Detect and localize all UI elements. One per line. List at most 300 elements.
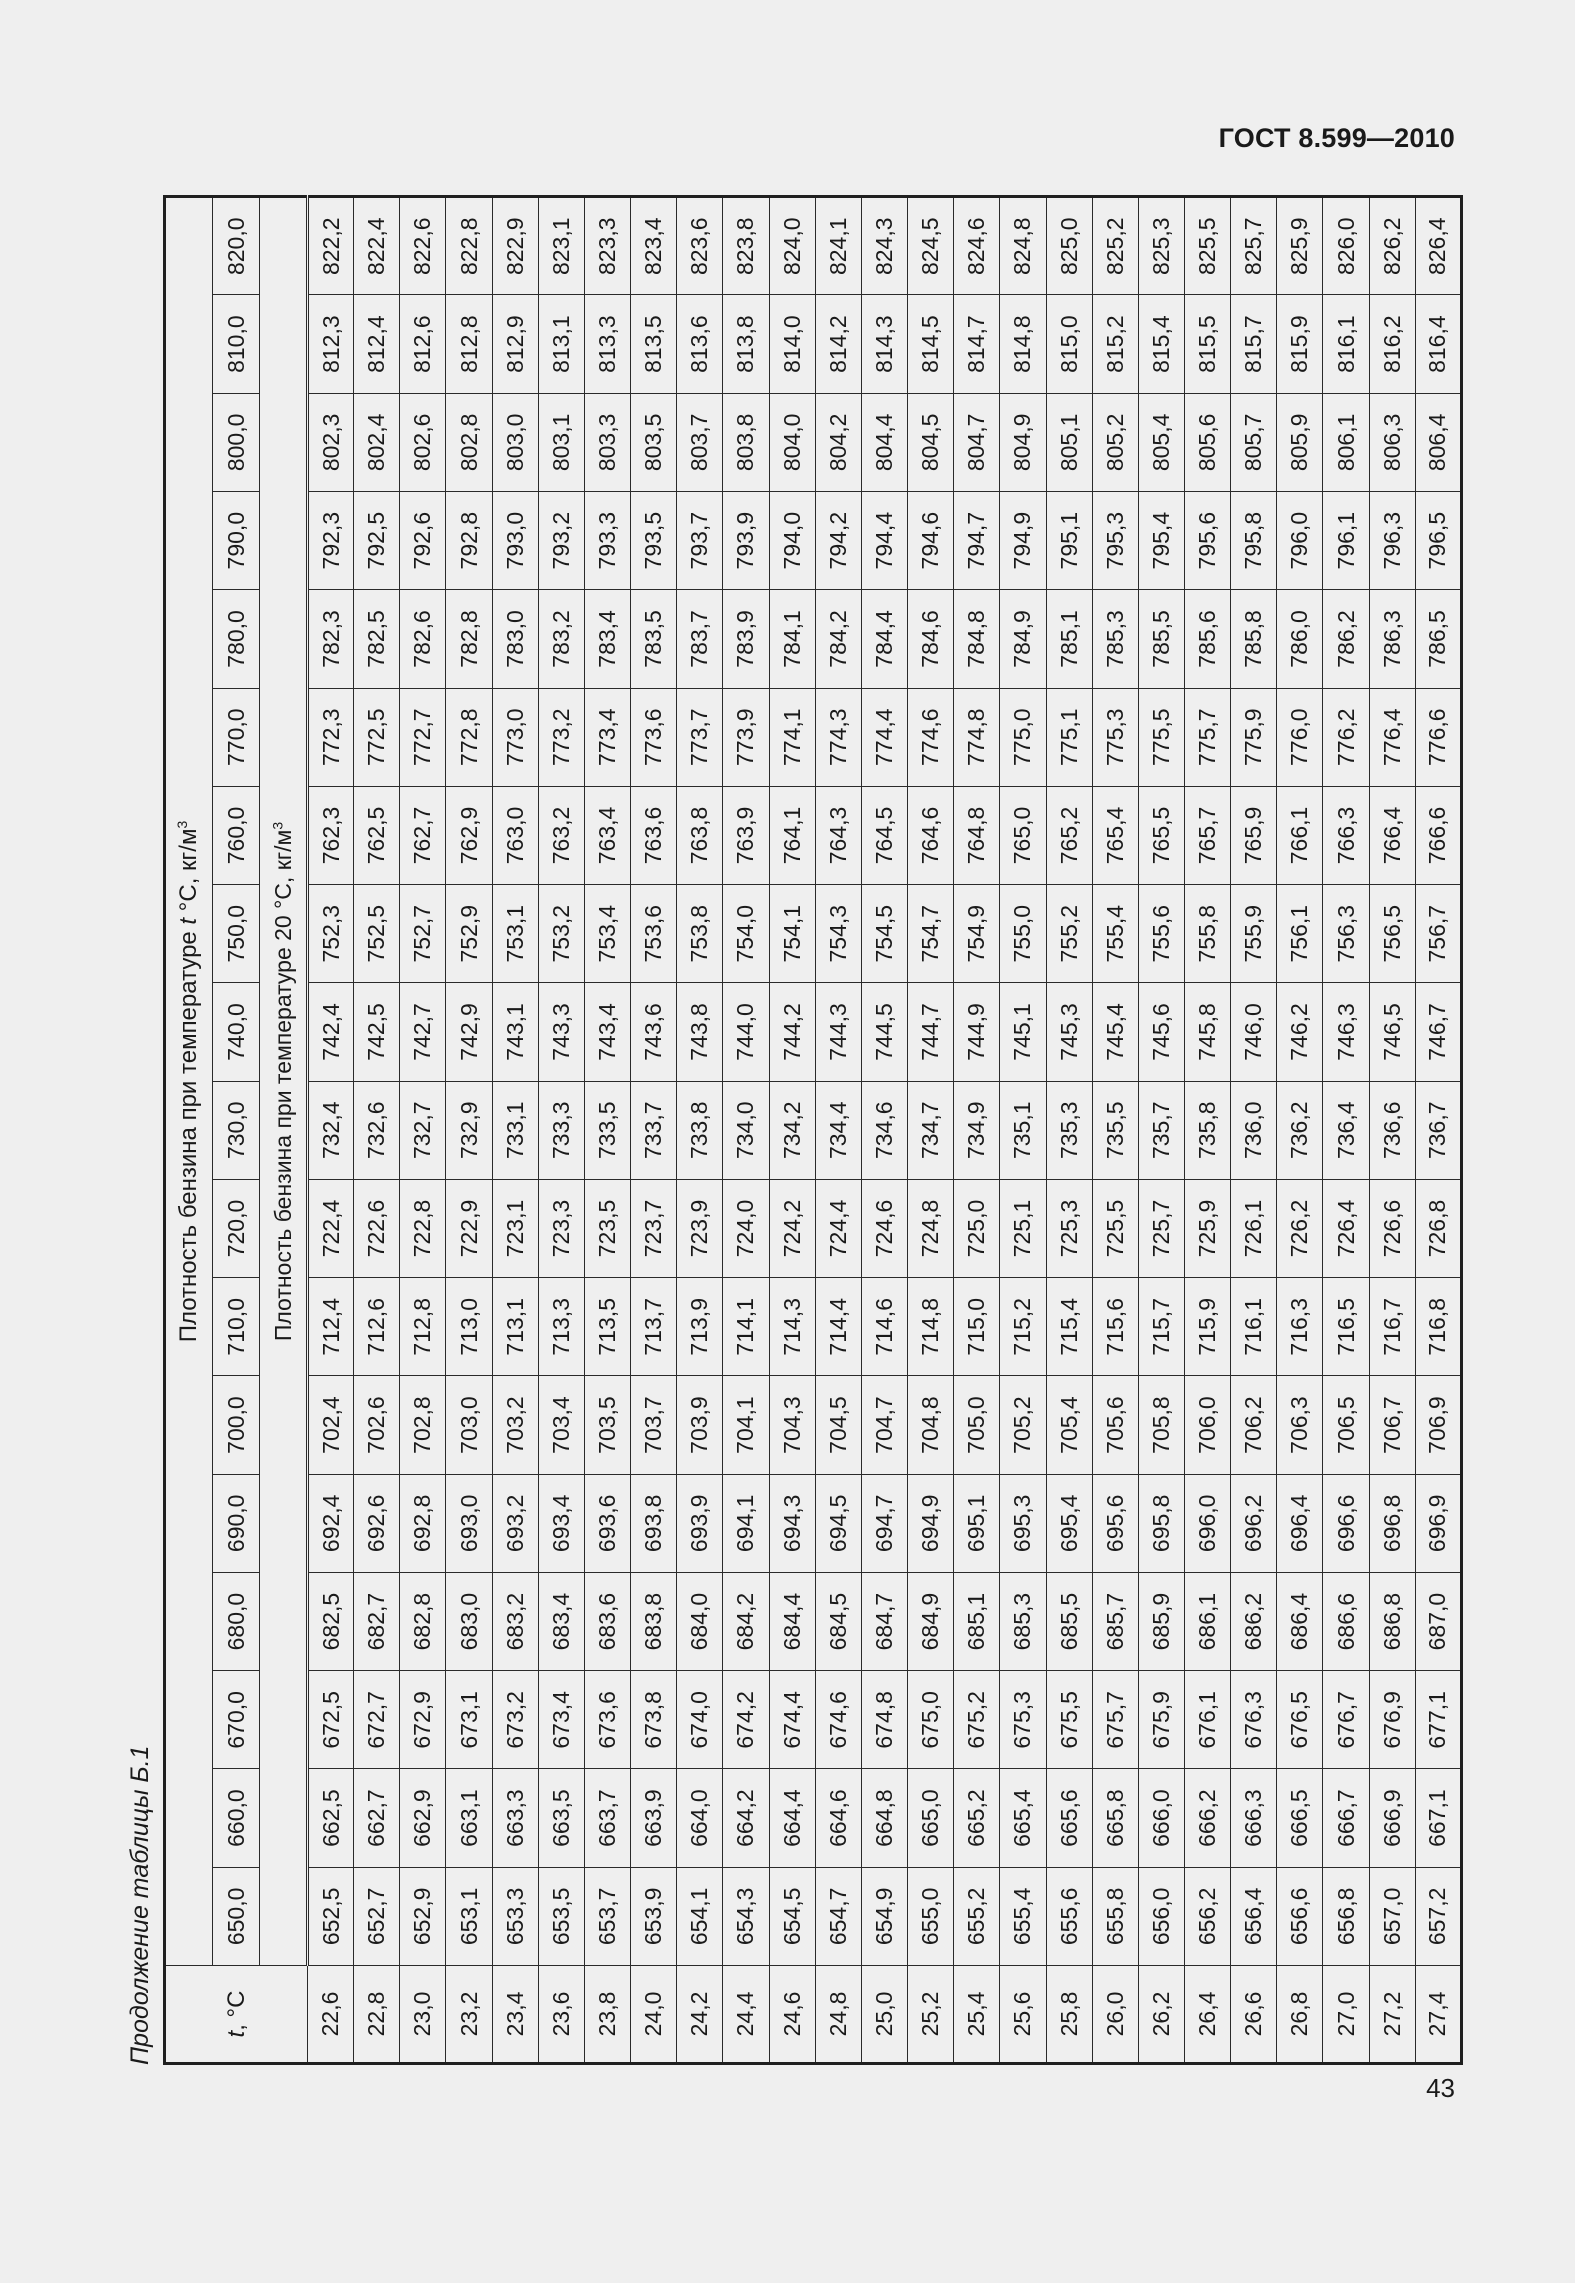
density-cell: 814,0 [769,295,815,393]
density-cell: 784,2 [815,590,861,688]
density-cell: 822,2 [308,197,354,295]
density-cell: 695,4 [1046,1474,1092,1572]
density-cell: 796,3 [1369,492,1415,590]
density-cell: 733,8 [677,1081,723,1179]
density-cell: 772,5 [354,688,400,786]
density-cell: 695,3 [1000,1474,1046,1572]
density-cell: 704,8 [908,1376,954,1474]
density-cell: 825,3 [1138,197,1184,295]
density-cell: 732,7 [400,1081,446,1179]
table-body [308,197,1462,2064]
temperature-cell: 23,4 [492,1966,538,2064]
density-cell: 657,2 [1415,1867,1461,1965]
density-cell: 686,8 [1369,1572,1415,1670]
density-cell: 724,4 [815,1179,861,1277]
density-cell: 763,8 [677,786,723,884]
table-row [400,197,446,2064]
density-cell: 775,5 [1138,688,1184,786]
density-cell: 814,2 [815,295,861,393]
density-cell: 725,0 [954,1179,1000,1277]
density-cell: 676,7 [1323,1671,1369,1769]
density-cell: 663,5 [538,1769,584,1867]
density-cell: 753,8 [677,885,723,983]
density-cell: 812,9 [492,295,538,393]
density-cell: 662,9 [400,1769,446,1867]
density-cell: 754,1 [769,885,815,983]
density-cell: 795,1 [1046,492,1092,590]
density-cell: 803,8 [723,393,769,491]
temperature-cell: 25,8 [1046,1966,1092,2064]
density-cell: 676,3 [1231,1671,1277,1769]
density-cell: 726,4 [1323,1179,1369,1277]
density-cell: 684,9 [908,1572,954,1670]
density-cell: 745,8 [1184,983,1230,1081]
density-cell: 825,0 [1046,197,1092,295]
density-cell: 823,8 [723,197,769,295]
density-cell: 804,0 [769,393,815,491]
density-cell: 703,4 [538,1376,584,1474]
density-cell: 752,7 [400,885,446,983]
table-row [861,197,907,2064]
density-cell: 782,8 [446,590,492,688]
density-cell: 723,7 [631,1179,677,1277]
density-cell: 815,2 [1092,295,1138,393]
density-cell: 675,5 [1046,1671,1092,1769]
density-cell: 704,7 [861,1376,907,1474]
density-cell: 655,8 [1092,1867,1138,1965]
density-cell: 805,6 [1184,393,1230,491]
density-cell: 714,3 [769,1278,815,1376]
density-cell: 746,5 [1369,983,1415,1081]
density-cell: 805,1 [1046,393,1092,491]
density-cell: 755,0 [1000,885,1046,983]
density-cell: 712,4 [308,1278,354,1376]
density-cell: 756,3 [1323,885,1369,983]
density-cell: 734,9 [954,1081,1000,1179]
density-cell: 752,3 [308,885,354,983]
density-cell: 786,0 [1277,590,1323,688]
density-cell: 732,9 [446,1081,492,1179]
density-cell: 664,0 [677,1769,723,1867]
density-cell: 715,0 [954,1278,1000,1376]
density-cell: 724,0 [723,1179,769,1277]
density-cell: 726,6 [1369,1179,1415,1277]
density-cell: 703,0 [446,1376,492,1474]
temperature-cell: 24,2 [677,1966,723,2064]
density-cell: 685,7 [1092,1572,1138,1670]
density-cell: 752,5 [354,885,400,983]
density-column-header: 810,0 [213,295,260,393]
density-cell: 725,5 [1092,1179,1138,1277]
density-cell: 736,4 [1323,1081,1369,1179]
density-cell: 755,9 [1231,885,1277,983]
density-table [163,195,1463,2065]
density-cell: 823,4 [631,197,677,295]
density-cell: 673,2 [492,1671,538,1769]
density-cell: 673,8 [631,1671,677,1769]
density-cell: 794,2 [815,492,861,590]
density-cell: 824,0 [769,197,815,295]
density-cell: 774,3 [815,688,861,786]
temperature-cell: 23,0 [400,1966,446,2064]
table-row [1415,197,1461,2064]
density-column-header: 650,0 [213,1867,260,1965]
density-cell: 805,7 [1231,393,1277,491]
density-cell: 785,6 [1184,590,1230,688]
density-cell: 735,5 [1092,1081,1138,1179]
temperature-cell: 24,0 [631,1966,677,2064]
density-cell: 654,1 [677,1867,723,1965]
density-cell: 655,2 [954,1867,1000,1965]
density-cell: 682,7 [354,1572,400,1670]
density-cell: 816,1 [1323,295,1369,393]
density-cell: 686,2 [1231,1572,1277,1670]
density-cell: 742,7 [400,983,446,1081]
density-cell: 736,6 [1369,1081,1415,1179]
density-cell: 773,6 [631,688,677,786]
density-cell: 745,3 [1046,983,1092,1081]
table-row [1231,197,1277,2064]
temperature-cell: 22,6 [308,1966,354,2064]
density-cell: 715,9 [1184,1278,1230,1376]
density-cell: 773,2 [538,688,584,786]
density-cell: 683,6 [584,1572,630,1670]
density-cell: 802,3 [308,393,354,491]
density-cell: 782,5 [354,590,400,688]
density-cell: 732,6 [354,1081,400,1179]
table-row [908,197,954,2064]
density-cell: 794,9 [1000,492,1046,590]
density-cell: 783,5 [631,590,677,688]
density-cell: 804,5 [908,393,954,491]
density-cell: 813,6 [677,295,723,393]
density-cell: 693,4 [538,1474,584,1572]
density-cell: 805,9 [1277,393,1323,491]
temperature-cell: 26,8 [1277,1966,1323,2064]
table-row [584,197,630,2064]
density-column-header: 700,0 [213,1376,260,1474]
density-cell: 664,2 [723,1769,769,1867]
density-cell: 755,4 [1092,885,1138,983]
density-cell: 696,8 [1369,1474,1415,1572]
density-cell: 783,4 [584,590,630,688]
density-cell: 723,5 [584,1179,630,1277]
density-cell: 693,0 [446,1474,492,1572]
density-cell: 825,5 [1184,197,1230,295]
density-cell: 754,5 [861,885,907,983]
density-cell: 735,1 [1000,1081,1046,1179]
density-cell: 735,8 [1184,1081,1230,1179]
table-row [1092,197,1138,2064]
density-cell: 722,6 [354,1179,400,1277]
density-cell: 784,8 [954,590,1000,688]
density-cell: 734,7 [908,1081,954,1179]
density-cell: 672,7 [354,1671,400,1769]
density-cell: 743,1 [492,983,538,1081]
density-cell: 823,3 [584,197,630,295]
density-cell: 772,7 [400,688,446,786]
density-column-header: 740,0 [213,983,260,1081]
density-cell: 664,4 [769,1769,815,1867]
density-cell: 765,5 [1138,786,1184,884]
density-cell: 822,9 [492,197,538,295]
density-cell: 673,6 [584,1671,630,1769]
density-cell: 734,4 [815,1081,861,1179]
density-cell: 734,2 [769,1081,815,1179]
density-cell: 815,5 [1184,295,1230,393]
temperature-column-header: t, °С [165,1966,308,2064]
density-cell: 763,2 [538,786,584,884]
density-cell: 822,6 [400,197,446,295]
density-cell: 786,2 [1323,590,1369,688]
density-column-header: 750,0 [213,885,260,983]
density-cell: 753,1 [492,885,538,983]
density-cell: 814,8 [1000,295,1046,393]
table-row [631,197,677,2064]
density-cell: 726,2 [1277,1179,1323,1277]
density-cell: 745,6 [1138,983,1184,1081]
density-cell: 696,4 [1277,1474,1323,1572]
density-cell: 762,7 [400,786,446,884]
density-cell: 774,6 [908,688,954,786]
density-cell: 694,7 [861,1474,907,1572]
density-cell: 812,4 [354,295,400,393]
density-cell: 763,9 [723,786,769,884]
density-cell: 744,5 [861,983,907,1081]
density-cell: 722,4 [308,1179,354,1277]
density-cell: 773,0 [492,688,538,786]
density-cell: 803,7 [677,393,723,491]
temperature-cell: 22,8 [354,1966,400,2064]
density-cell: 766,4 [1369,786,1415,884]
density-cell: 795,3 [1092,492,1138,590]
document-code: ГОСТ 8.599—2010 [1218,123,1455,153]
density-cell: 693,8 [631,1474,677,1572]
density-cell: 813,3 [584,295,630,393]
density-cell: 784,9 [1000,590,1046,688]
table-row [1046,197,1092,2064]
density-cell: 695,8 [1138,1474,1184,1572]
density-cell: 665,6 [1046,1769,1092,1867]
density-cell: 766,3 [1323,786,1369,884]
density-cell: 656,2 [1184,1867,1230,1965]
density-cell: 754,9 [954,885,1000,983]
density-cell: 733,7 [631,1081,677,1179]
density-cell: 695,6 [1092,1474,1138,1572]
density-cell: 725,1 [1000,1179,1046,1277]
density-cell: 763,4 [584,786,630,884]
density-cell: 743,4 [584,983,630,1081]
density-cell: 725,9 [1184,1179,1230,1277]
density-cell: 764,8 [954,786,1000,884]
density-cell: 715,6 [1092,1278,1138,1376]
density-cell: 816,4 [1415,295,1461,393]
density-cell: 753,4 [584,885,630,983]
density-cell: 654,9 [861,1867,907,1965]
density-cell: 712,6 [354,1278,400,1376]
density-cell: 705,6 [1092,1376,1138,1474]
temperature-cell: 25,4 [954,1966,1000,2064]
density-cell: 706,5 [1323,1376,1369,1474]
density-cell: 814,7 [954,295,1000,393]
density-cell: 755,8 [1184,885,1230,983]
density-column-header: 760,0 [213,786,260,884]
density-cell: 773,7 [677,688,723,786]
density-cell: 775,9 [1231,688,1277,786]
density-cell: 774,4 [861,688,907,786]
density-cell: 664,8 [861,1769,907,1867]
density-cell: 725,3 [1046,1179,1092,1277]
density-cell: 792,8 [446,492,492,590]
density-cell: 663,1 [446,1769,492,1867]
density-cell: 712,8 [400,1278,446,1376]
density-cell: 665,2 [954,1769,1000,1867]
density-cell: 674,2 [723,1671,769,1769]
density-cell: 764,3 [815,786,861,884]
density-cell: 785,1 [1046,590,1092,688]
density-cell: 784,4 [861,590,907,688]
density-cell: 825,7 [1231,197,1277,295]
density-cell: 785,5 [1138,590,1184,688]
density-cell: 652,9 [400,1867,446,1965]
density-cell: 775,3 [1092,688,1138,786]
density-cell: 812,6 [400,295,446,393]
density-cell: 674,6 [815,1671,861,1769]
density-cell: 783,0 [492,590,538,688]
density-cell: 716,1 [1231,1278,1277,1376]
density-column-header: 680,0 [213,1572,260,1670]
density-cell: 673,1 [446,1671,492,1769]
density-cell: 652,5 [308,1867,354,1965]
density-column-header: 660,0 [213,1769,260,1867]
density-cell: 776,6 [1415,688,1461,786]
density-cell: 653,1 [446,1867,492,1965]
density-cell: 696,6 [1323,1474,1369,1572]
temperature-cell: 26,2 [1138,1966,1184,2064]
density-cell: 687,0 [1415,1572,1461,1670]
temperature-cell: 27,0 [1323,1966,1369,2064]
density-cell: 785,8 [1231,590,1277,688]
density-cell: 703,2 [492,1376,538,1474]
density-cell: 766,6 [1415,786,1461,884]
density-cell: 772,3 [308,688,354,786]
density-cell: 653,7 [584,1867,630,1965]
density-cell: 814,5 [908,295,954,393]
density-cell: 772,8 [446,688,492,786]
sub-header: Плотность бензина при температуре 20 °С, $кг/м^3$ [260,197,308,1966]
density-cell: 793,0 [492,492,538,590]
density-cell: 674,0 [677,1671,723,1769]
density-cell: 683,2 [492,1572,538,1670]
density-cell: 804,4 [861,393,907,491]
density-cell: 724,6 [861,1179,907,1277]
table-row [446,197,492,2064]
density-cell: 704,3 [769,1376,815,1474]
temperature-cell: 24,6 [769,1966,815,2064]
density-cell: 725,7 [1138,1179,1184,1277]
temperature-cell: 25,2 [908,1966,954,2064]
density-cell: 793,2 [538,492,584,590]
temperature-cell: 26,4 [1184,1966,1230,2064]
density-cell: 675,7 [1092,1671,1138,1769]
density-cell: 705,8 [1138,1376,1184,1474]
density-cell: 812,8 [446,295,492,393]
temperature-cell: 24,4 [723,1966,769,2064]
density-cell: 714,6 [861,1278,907,1376]
density-cell: 762,9 [446,786,492,884]
table-row [1323,197,1369,2064]
density-cell: 656,6 [1277,1867,1323,1965]
density-cell: 783,7 [677,590,723,688]
density-cell: 733,1 [492,1081,538,1179]
density-cell: 666,0 [1138,1769,1184,1867]
density-cell: 753,2 [538,885,584,983]
temperature-cell: 23,6 [538,1966,584,2064]
density-cell: 734,6 [861,1081,907,1179]
density-cell: 742,4 [308,983,354,1081]
density-cell: 804,2 [815,393,861,491]
density-cell: 822,8 [446,197,492,295]
density-cell: 696,2 [1231,1474,1277,1572]
density-cell: 684,4 [769,1572,815,1670]
density-cell: 783,2 [538,590,584,688]
density-cell: 724,8 [908,1179,954,1277]
density-cell: 804,9 [1000,393,1046,491]
density-cell: 693,2 [492,1474,538,1572]
temperature-cell: 25,6 [1000,1966,1046,2064]
table-row [677,197,723,2064]
density-cell: 716,3 [1277,1278,1323,1376]
density-cell: 706,7 [1369,1376,1415,1474]
density-cell: 705,2 [1000,1376,1046,1474]
density-cell: 786,3 [1369,590,1415,688]
density-cell: 744,0 [723,983,769,1081]
density-cell: 723,3 [538,1179,584,1277]
table-row [1369,197,1415,2064]
density-cell: 793,9 [723,492,769,590]
density-cell: 746,0 [1231,983,1277,1081]
density-cell: 655,4 [1000,1867,1046,1965]
density-cell: 784,1 [769,590,815,688]
density-cell: 663,9 [631,1769,677,1867]
density-cell: 763,6 [631,786,677,884]
temperature-cell: 25,0 [861,1966,907,2064]
density-cell: 792,5 [354,492,400,590]
temperature-cell: 26,0 [1092,1966,1138,2064]
density-cell: 682,5 [308,1572,354,1670]
density-cell: 694,5 [815,1474,861,1572]
density-cell: 724,2 [769,1179,815,1277]
density-cell: 722,9 [446,1179,492,1277]
density-cell: 654,5 [769,1867,815,1965]
density-cell: 744,7 [908,983,954,1081]
density-cell: 824,8 [1000,197,1046,295]
density-cell: 783,9 [723,590,769,688]
density-cell: 744,9 [954,983,1000,1081]
density-cell: 794,6 [908,492,954,590]
density-cell: 813,1 [538,295,584,393]
density-cell: 663,3 [492,1769,538,1867]
density-cell: 666,5 [1277,1769,1323,1867]
temperature-cell: 23,8 [584,1966,630,2064]
density-cell: 764,1 [769,786,815,884]
density-cell: 776,4 [1369,688,1415,786]
density-cell: 703,7 [631,1376,677,1474]
density-cell: 685,9 [1138,1572,1184,1670]
density-cell: 766,1 [1277,786,1323,884]
density-cell: 672,9 [400,1671,446,1769]
density-cell: 824,1 [815,197,861,295]
